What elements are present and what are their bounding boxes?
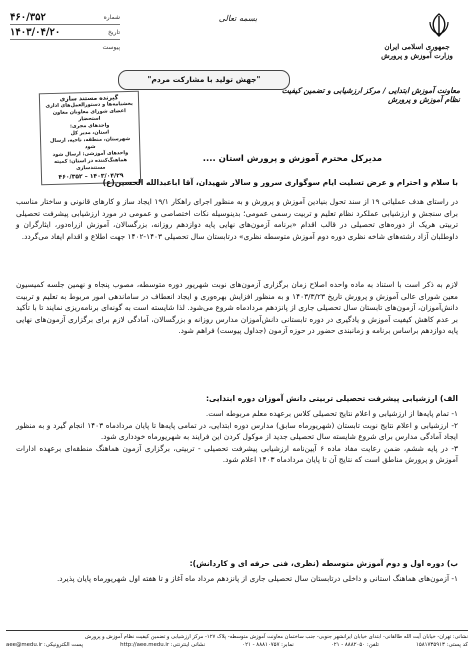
stamp-title: گیرنده مستند سازی [59,94,119,103]
stamp-line: اعضای شورای معاونان معاون استحضار [52,108,126,123]
footer-website-link[interactable]: نشانی اینترنتی: http://aee.medu.ir [120,642,206,648]
letterhead [8,6,466,68]
list-item: ۳- در پایه ششم، ضمن رعایت مفاد ماده ۶ آیین‌نامه ارزشیابی پیشرفت تحصیلی - تربیتی، برگزاری آزمون هماهنگ منطقه‌ای برعهده ادارات آموزش و پرورش مناطق است که نتایج آن تا پایان مردادماه ۱۴۰۳ اعلام شود. [16,443,458,465]
addressee: مدیرکل محترم آموزش و پرورش استان .... [202,154,382,164]
stamp-line: بخشنامه‌ها و دستورالعمل‌های اداری [45,100,133,110]
section-b-items [16,573,458,585]
greeting: با سلام و احترام و عرض تسلیت ایام سوگواری سرور و سالار شهیدان، آقا اباعبدالله الحسین(ع) [102,178,458,187]
footer-postal-code: کد پستی: ۱۵۸۱۷۳۵۹۱۳ [415,642,468,648]
stamp-date: ۴۶۰/۳۵۲ – ۱۴۰۳/۰۴/۲۹ [58,172,124,181]
stamp-line: هماهنگ‌کننده در استان: کمیته مستندسازی [54,157,128,172]
footer-fax: نمابر: ۸۸۸۱۰۷۵۷ - ۰۲۱ [242,642,294,648]
footer-contacts [6,641,468,650]
stamp-line: شهرستان، منطقه، ناحیه، ارسال شود [49,135,131,151]
letter-meta [10,10,120,54]
stamp-line: استان، مدیر کل [70,129,110,137]
basmala: بسمه تعالی [218,14,258,23]
list-item: ۱- آزمون‌های هماهنگ استانی و داخلی درتابستان سال تحصیلی جاری از پانزدهم مرداد ماه آغاز و تا هفته اول شهریورماه پایان پذیرد. [56,574,458,583]
footer-phone: تلفن: ۸۸۸۲۰۵۰ - ۰۲۱ [330,642,379,648]
number-value: ۴۶۰/۳۵۲ [10,11,46,23]
ministry-name: جمهوری اسلامی ایران وزارت آموزش و پرورش [381,42,453,60]
list-item: ۱- تمام پایه‌ها از ارزشیابی و اعلام نتایج تحصیلی کلاس برعهده معلم مربوطه است. [205,409,458,418]
section-a-title: الف) ارزشیابی پیشرفت تحصیلی تربیتی دانش آموزان دوره ابتدایی: [205,394,458,403]
stamp-line: واحدهای مجری: [69,122,110,130]
stamp-line: واحدهای آموزشی: ارسال شود [52,150,129,158]
slogan-banner: "جهش تولید با مشارکت مردم" [118,70,290,90]
section-a-items [16,408,458,466]
date-label: تاریخ [108,28,120,36]
footer-address: نشانی: تهران- خیابان آیت الله طالقانی- ابتدای خیابان ایرانشهر جنوبی- جنب ساختمان معاونت آموزش متوسطه- پلاک ۱۲۷- مرکز ارزشیابی و تضمین کیفیت نظام آموزش و پرورش [84,634,468,640]
number-label: شماره [103,13,120,21]
footer-email-link[interactable]: پست الکترونیکی: aee@medu.ir [6,642,83,648]
iran-emblem-icon [426,12,452,38]
paragraph-2: لازم به ذکر است با استناد به ماده واحده اصلاح زمان برگزاری آزمون‌های نوبت شهریور دوره متوسطه، مصوب پنجاه و نهمین جلسه کمیسیون معین شورای عالی آموزش و پرورش تاریخ ۱۴۰۳/۳/۲۳ و به منظور افزایش بهره‌وری و ایجاد انعطاف در ساماندهی امور مربوط به تعلیم و تربیت دانش‌آموزان، آزمون‌های تابستان سال تحصیلی جاری از پانزدهم مردادماه شروع می‌شود. لذا شایسته است به گونه‌ای برنامه‌ریزی نمایند تا با تأکید بر عدم کاهش کیفیت آموزش و یادگیری در دوره تابستانی دانش‌آموزان مدارس روزانه و بزرگسالان، آمادگی لازم برای برگزاری آزمون‌های نهایی پایه دوازدهم براساس برنامه و زمانبندی حضور در حوزه آزمون (جداول پیوست) فراهم شود. [16,280,458,336]
issuing-office: معاونت آموزش ابتدایی / مرکز ارزشیابی و تضمین کیفیت نظام آموزش و پرورش [281,86,460,104]
list-item: ۲- ارزشیابی و اعلام نتایج نوبت تابستان (شهریورماه سابق) مدارس دوره ابتدایی، در تمامی پایه‌ها تا پایان مردادماه ۱۴۰۳ انجام گیرد و به منظور ایجاد آمادگی مدارس برای شروع شایسته سال تحصیلی جدید از موکول کردن این فرایند به شهریورماه خودداری شود. [16,420,458,442]
paragraph-1: در راستای هدف عملیاتی ۱۹ از سند تحول بنیادین آموزش و پرورش و به منظور اجرای راهکار ۱۹/۱ ایجاد ساز و کارهای قانونی و ساختار مناسب برای سنجش و ارزشیابی عملکرد نظام تعلیم و تربیت رسمی عمومی؛ بدینوسیله نکات اختصاصی و عمومی در مورد ارزشیابی پیشرفت تحصیلی تربیتی هریک از دوره‌های تحصیلی در قالب اقدام «برنامه آزمون‌های نهایی پایه دوازدهم روزانه، بزرگسالان، آموزش ازراه‌دور، ایثارگران و داوطلبان آزاد رشته‌های شاخه نظری دوره دوم آموزش متوسطه نظری» درتابستان سال تحصیلی ۱۴۰۳-۱۴۰۲ جهت اطلاع و اقدام ایفاد می‌گردد. [16,197,458,241]
section-b-title: ب) دوره اول و دوم آموزش متوسطه (نظری، فنی حرفه ای و کاردانش): [189,559,458,568]
date-value: ۱۴۰۳/۰۴/۲۰ [10,26,61,38]
attachment-label: پیوست [102,43,120,51]
letter-footer [6,630,468,657]
distribution-stamp [39,91,141,186]
